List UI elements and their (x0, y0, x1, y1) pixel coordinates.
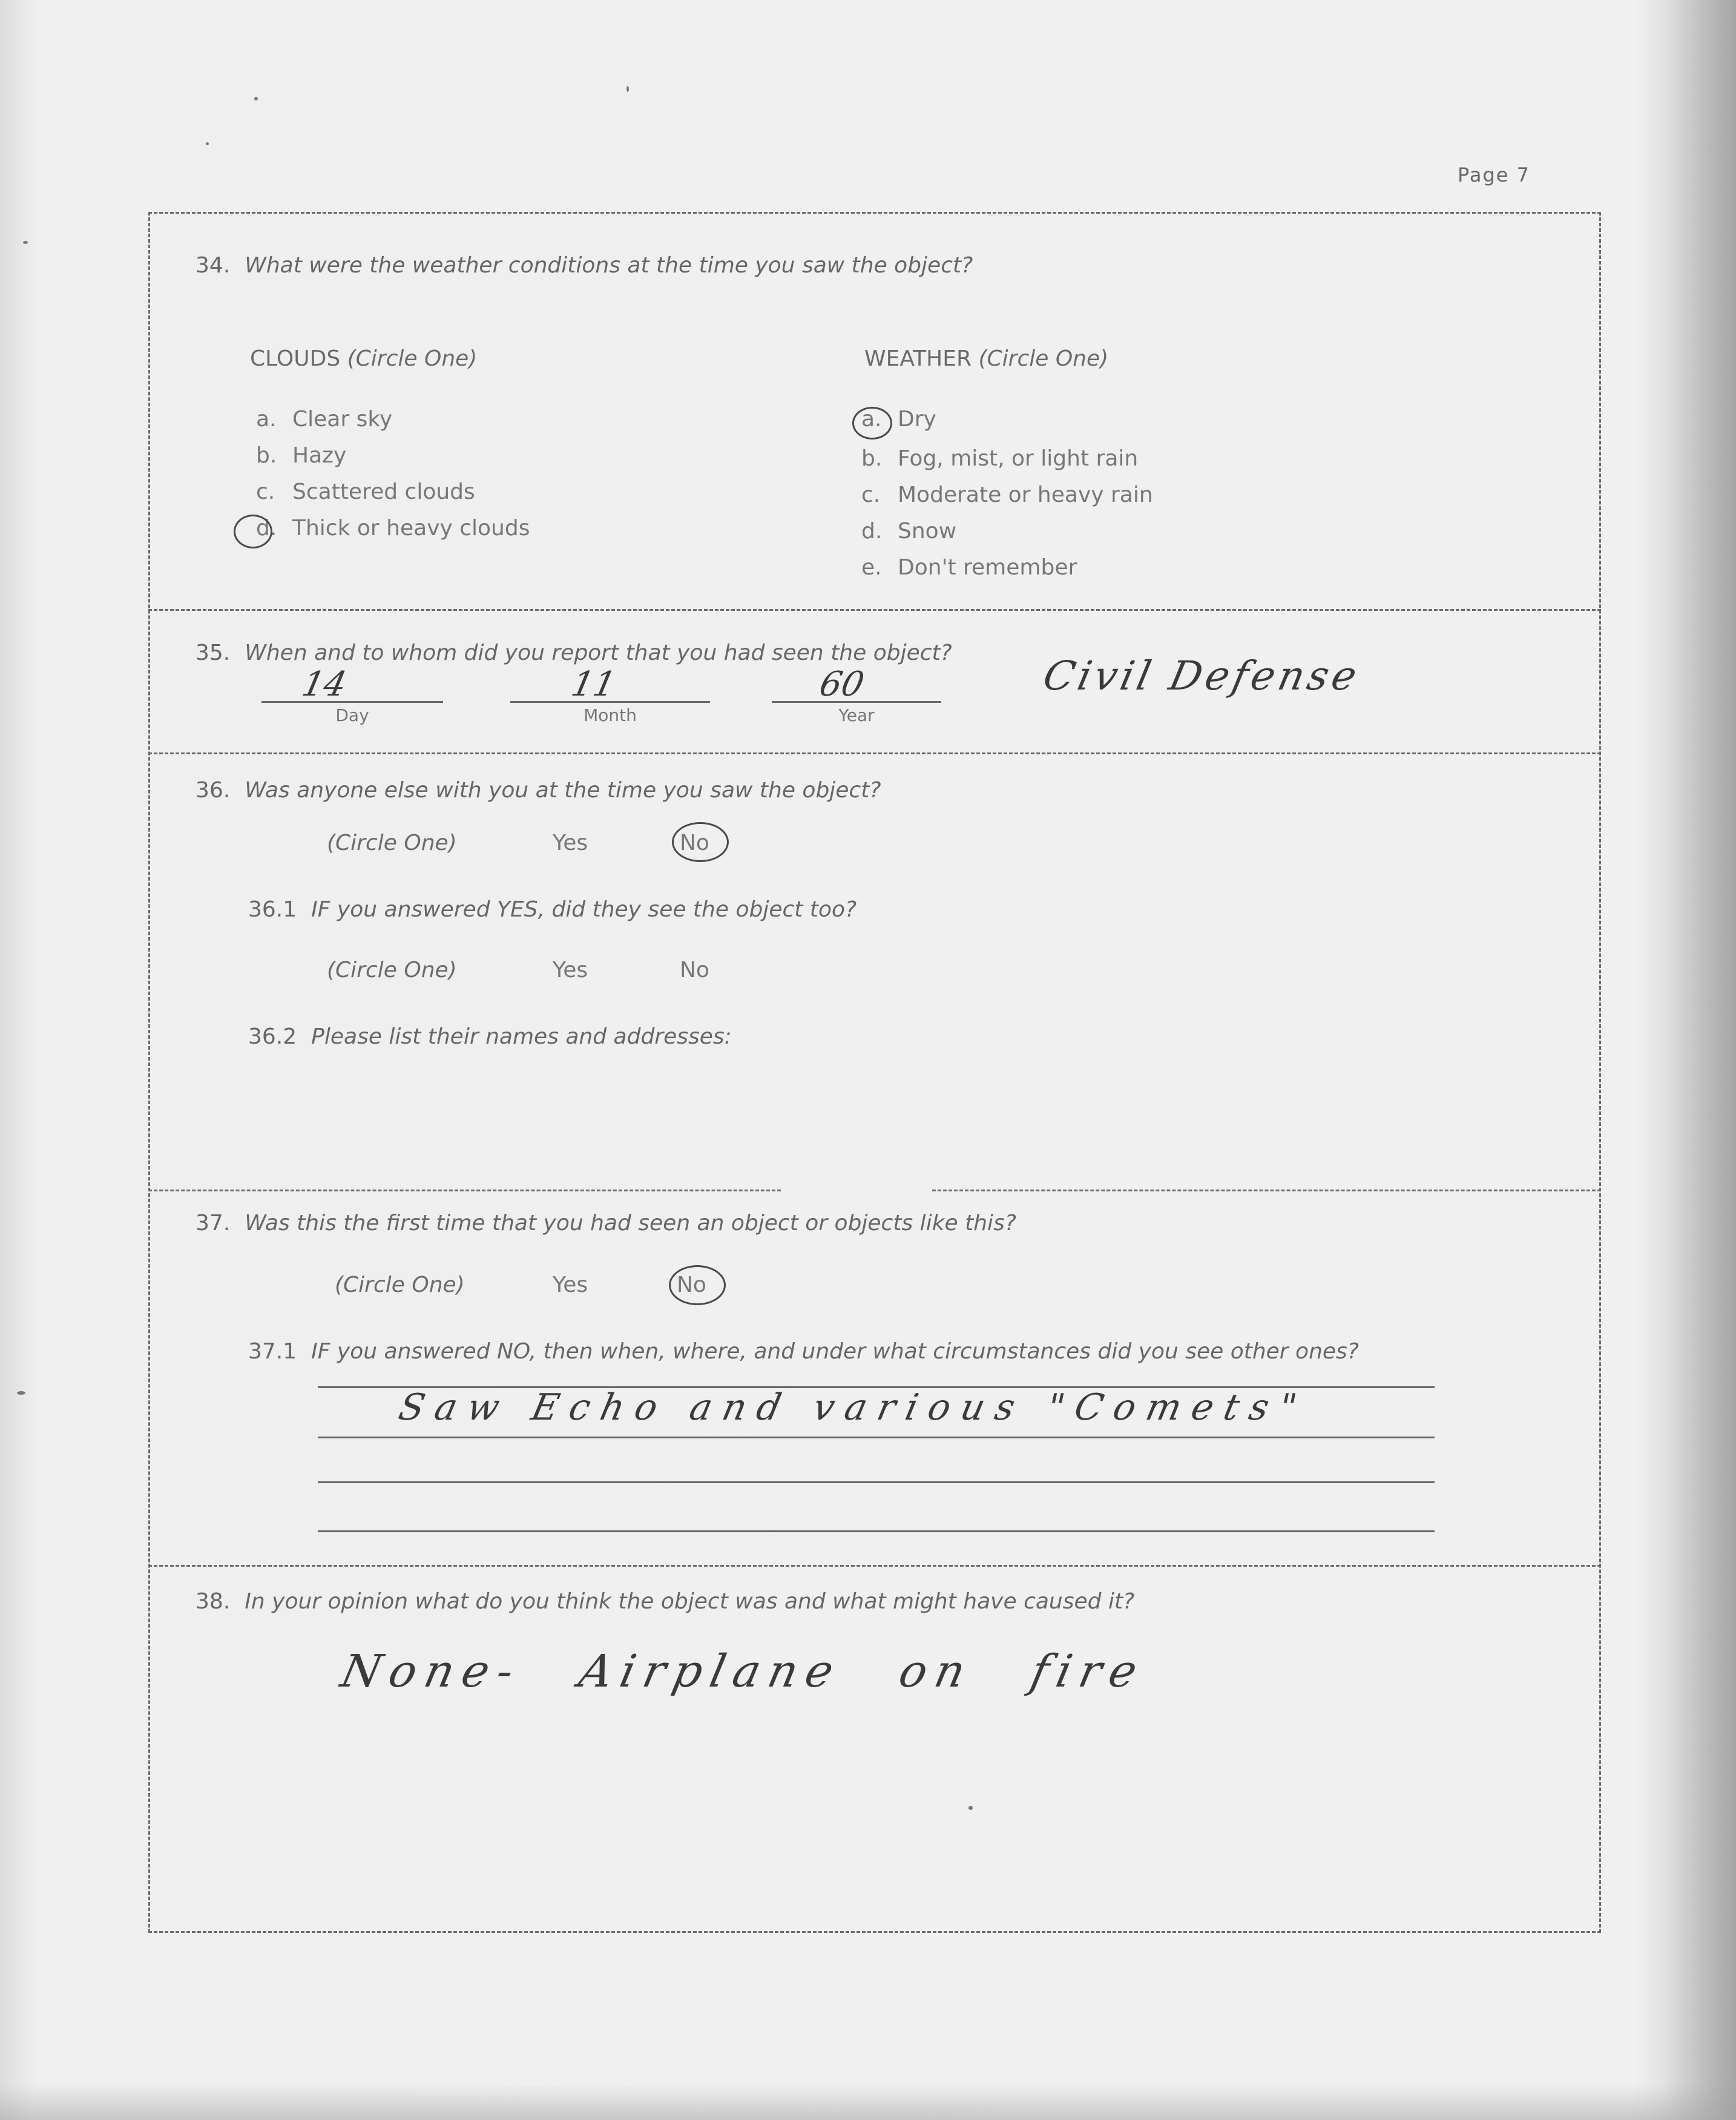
question-text: When and to whom did you report that you had seen the object? (245, 640, 952, 665)
dust-speck (626, 86, 629, 92)
day-caption: Day (335, 705, 369, 725)
q36-yes[interactable]: Yes (553, 831, 588, 855)
selected-circle-mark (669, 1265, 726, 1305)
section-divider (148, 1190, 781, 1191)
dust-speck (254, 97, 258, 100)
question-text: What were the weather conditions at the time you saw the object? (245, 253, 973, 278)
weather-option-c[interactable] (861, 482, 1153, 507)
question-text: Please list their names and addresses: (311, 1024, 732, 1049)
section-divider (932, 1190, 1601, 1191)
question-text: IF you answered YES, did they see the object too? (311, 897, 857, 922)
section-divider (148, 752, 1601, 754)
question-35 (196, 640, 952, 665)
question-36-2 (248, 1024, 732, 1049)
option-letter: b. (256, 443, 277, 468)
answer-line (318, 1437, 1435, 1438)
weather-heading (864, 346, 1108, 371)
answer-line (318, 1481, 1435, 1483)
weather-heading-label: WEATHER (864, 346, 972, 371)
reported-to-value[interactable]: Civil Defense (1039, 653, 1365, 699)
question-36 (196, 778, 881, 803)
q36-no[interactable]: No (680, 831, 709, 855)
q361-no[interactable]: No (680, 958, 709, 983)
answer-line (318, 1530, 1435, 1532)
weather-option-b[interactable] (861, 446, 1138, 471)
page-number: Page 7 (1458, 163, 1530, 186)
weather-hint: (Circle One) (978, 346, 1109, 371)
option-letter: a. (861, 407, 882, 432)
question-number: 34. (196, 253, 231, 278)
section-divider (148, 609, 1601, 611)
question-37 (196, 1211, 1016, 1236)
weather-option-e[interactable] (861, 555, 1077, 580)
question-text: Was anyone else with you at the time you saw the object? (245, 778, 881, 803)
q361-hint: (Circle One) (327, 958, 457, 983)
page-shadow-right (1663, 0, 1736, 2120)
q36-hint: (Circle One) (327, 831, 457, 855)
day-value[interactable]: 14 (298, 665, 350, 704)
question-text: In your opinion what do you think the object was and what might have caused it? (245, 1589, 1135, 1614)
clouds-heading (250, 346, 477, 371)
option-letter: e. (861, 555, 882, 580)
selected-circle-mark (234, 515, 272, 548)
clouds-hint: (Circle One) (347, 346, 478, 371)
month-underline (510, 701, 710, 703)
year-caption: Year (838, 705, 875, 725)
selected-circle-mark (672, 822, 729, 862)
option-label: Dry (898, 407, 936, 432)
question-text: IF you answered NO, then when, where, and under what circumstances did you see other ones? (311, 1339, 1359, 1364)
question-34 (196, 253, 973, 278)
year-underline (772, 701, 941, 703)
dust-speck (23, 241, 28, 244)
cloud-option-b[interactable] (256, 443, 346, 468)
option-letter: c. (256, 479, 275, 504)
month-caption: Month (584, 705, 637, 725)
question-37-1 (248, 1339, 1359, 1364)
question-text: Was this the first time that you had seen an object or objects like this? (245, 1211, 1016, 1236)
option-label: Clear sky (292, 407, 393, 432)
question-number: 37.1 (248, 1339, 297, 1364)
question-number: 38. (196, 1589, 231, 1614)
option-label: Snow (898, 519, 957, 544)
cloud-option-d[interactable] (256, 516, 530, 541)
option-letter: b. (861, 446, 883, 471)
day-underline (261, 701, 443, 703)
selected-circle-mark (852, 407, 892, 439)
dust-speck (17, 1391, 25, 1395)
weather-option-d[interactable] (861, 519, 956, 544)
q37-yes[interactable]: Yes (553, 1272, 588, 1297)
question-number: 37. (196, 1211, 231, 1236)
month-value[interactable]: 11 (568, 665, 620, 704)
dust-speck (206, 142, 209, 145)
page-shadow-bottom (0, 2084, 1736, 2120)
option-label: Scattered clouds (292, 479, 475, 504)
clouds-heading-label: CLOUDS (250, 346, 341, 371)
question-number: 35. (196, 640, 231, 665)
cloud-option-a[interactable] (256, 407, 392, 432)
option-letter: d. (861, 519, 883, 544)
q38-answer[interactable]: None- Airplane on fire (336, 1645, 1150, 1697)
option-label: Hazy (292, 443, 347, 468)
q37-hint: (Circle One) (335, 1272, 465, 1297)
question-number: 36.1 (248, 897, 297, 922)
year-value[interactable]: 60 (816, 665, 868, 704)
option-label: Moderate or heavy rain (898, 482, 1153, 507)
cloud-option-c[interactable] (256, 479, 475, 504)
section-divider (148, 1565, 1601, 1567)
question-36-1 (248, 897, 856, 922)
q37-no[interactable]: No (677, 1272, 706, 1297)
q371-answer[interactable]: Saw Echo and various "Comets" (395, 1386, 1312, 1429)
option-label: Don't remember (898, 555, 1077, 580)
question-number: 36. (196, 778, 231, 803)
option-label: Thick or heavy clouds (292, 516, 530, 541)
option-label: Fog, mist, or light rain (898, 446, 1139, 471)
option-letter: c. (861, 482, 881, 507)
question-number: 36.2 (248, 1024, 297, 1049)
q361-yes[interactable]: Yes (553, 958, 588, 983)
question-38 (196, 1589, 1134, 1614)
option-letter: a. (256, 407, 277, 432)
option-letter: d. (256, 516, 277, 541)
